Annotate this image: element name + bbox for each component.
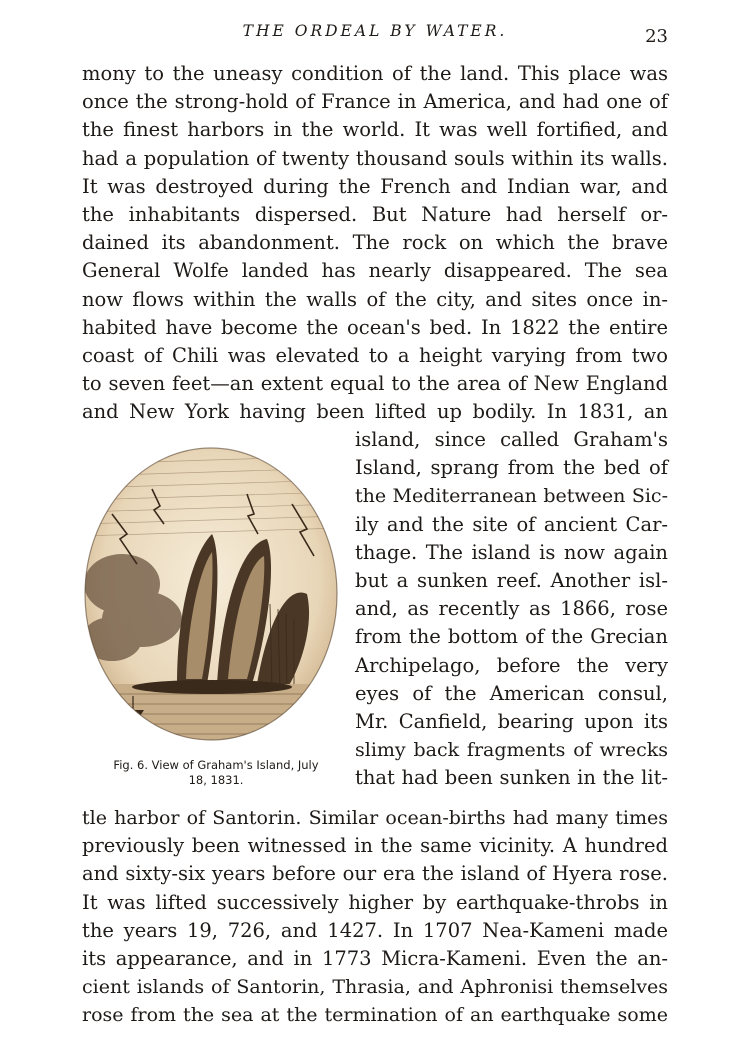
- caption-line: Fig. 6. View of Graham's Island, July: [113, 758, 319, 772]
- text-line: Archipelago, before the very: [355, 653, 668, 677]
- paragraph-top: [82, 60, 668, 427]
- running-header: [0, 18, 750, 48]
- page-number: 23: [645, 26, 668, 47]
- engraving-illustration: [82, 444, 340, 744]
- text-line: and New York having been lifted up bodily. In 1831, an: [82, 400, 668, 424]
- text-line: and, as recently as 1866, rose: [355, 597, 668, 621]
- text-line: cient islands of Santorin, Thrasia, and Aphronisi themselves: [82, 976, 668, 999]
- text-line: the Mediterranean between Sic-: [355, 485, 668, 508]
- text-line: island, since called Graham's: [355, 428, 668, 451]
- text-line: the finest harbors in the world. It was well fortified, and: [82, 118, 668, 142]
- text-line: the years 19, 726, and 1427. In 1707 Nea-Kameni made: [82, 918, 668, 942]
- text-line: but a sunken reef. Another isl-: [355, 569, 668, 593]
- text-line: its appearance, and in 1773 Micra-Kameni. Even the an-: [82, 947, 668, 971]
- text-line: dained its abandonment. The rock on which the brave: [82, 231, 668, 255]
- figure-grahams-island: [82, 444, 340, 744]
- paragraph-side: [355, 426, 668, 793]
- text-line: Mr. Canfield, bearing upon its: [355, 710, 668, 734]
- text-line: slimy back fragments of wrecks: [355, 739, 668, 762]
- text-line: Island, sprang from the bed of: [355, 456, 668, 480]
- text-line: ily and the site of ancient Car-: [355, 512, 668, 536]
- text-line: once the strong-hold of France in America, and had one of: [82, 90, 668, 114]
- text-line: previously been witnessed in the same vicinity. A hundred: [82, 834, 668, 858]
- text-line: thage. The island is now again: [355, 540, 668, 564]
- text-line: the inhabitants dispersed. But Nature had herself or-: [82, 203, 668, 227]
- text-line: It was lifted successively higher by earthquake-throbs in: [82, 890, 668, 914]
- text-line: and sixty-six years before our era the island of Hyera rose.: [82, 862, 668, 886]
- text-line: from the bottom of the Grecian: [355, 625, 668, 649]
- caption-line: 18, 1831.: [188, 773, 244, 787]
- text-line: eyes of the American consul,: [355, 681, 668, 705]
- text-line: tle harbor of Santorin. Similar ocean-births had many times: [82, 807, 668, 829]
- paragraph-bottom: [82, 804, 668, 1030]
- text-line: rose from the sea at the termination of an earthquake some: [82, 1004, 668, 1027]
- text-line: that had been sunken in the lit-: [355, 766, 668, 790]
- text-line: now flows within the walls of the city, and sites once in-: [82, 287, 668, 311]
- figure-caption: [82, 758, 350, 788]
- text-line: mony to the uneasy condition of the land. This place was: [82, 62, 668, 85]
- text-line: coast of Chili was elevated to a height varying from two: [82, 344, 668, 368]
- text-line: habited have become the ocean's bed. In 1822 the entire: [82, 315, 668, 339]
- text-line: had a population of twenty thousand souls within its walls.: [82, 146, 668, 170]
- text-line: General Wolfe landed has nearly disappeared. The sea: [82, 259, 668, 283]
- running-title: THE ORDEAL BY WATER.: [242, 22, 508, 40]
- text-line: to seven feet—an extent equal to the area of New England: [82, 372, 668, 396]
- text-line: It was destroyed during the French and Indian war, and: [82, 174, 668, 198]
